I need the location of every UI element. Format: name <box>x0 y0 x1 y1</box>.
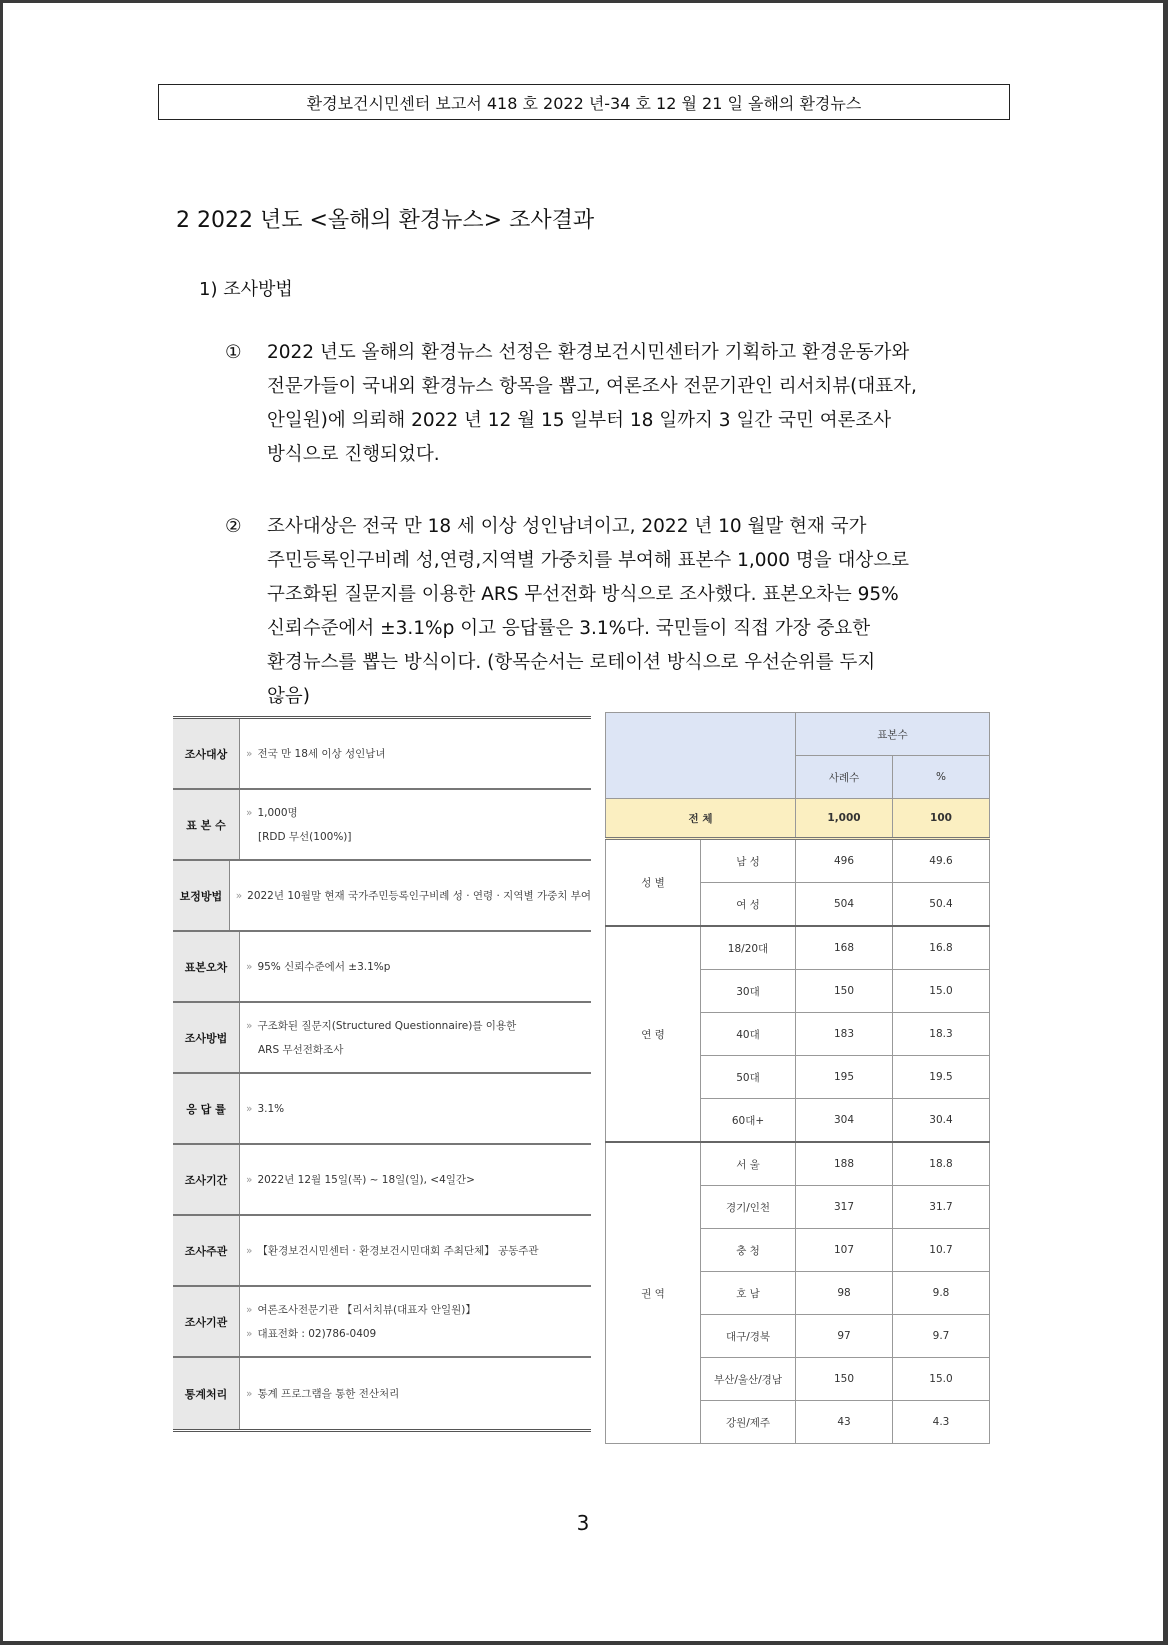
item-line: 방식으로 진행되었다. <box>267 444 440 465</box>
row-value: 전국 만 18세 이상 성인남녀 <box>257 747 386 760</box>
group-label: 권 역 <box>606 1142 701 1444</box>
row-count: 183 <box>796 1013 893 1056</box>
row-count: 168 <box>796 926 893 970</box>
row-count: 98 <box>796 1272 893 1315</box>
table-row: 조사대상 » 전국 만 18세 이상 성인남녀 <box>173 719 591 790</box>
row-percent: 9.8 <box>893 1272 990 1315</box>
table-row-total <box>606 799 990 839</box>
item-line: 주민등록인구비례 성,연령,지역별 가중치를 부여해 표본수 1,000 명을 대상으로 <box>267 550 910 571</box>
item-line: 전문가들이 국내외 환경뉴스 항목을 뽑고, 여론조사 전문기관인 리서치뷰(대표자, <box>267 376 917 397</box>
total-percent: 100 <box>893 799 990 839</box>
table-row: 표 본 수 » 1,000명 [RDD 무선(100%)] <box>173 790 591 861</box>
table-row: 조사기관 » 여론조사전문기관 【리서치뷰(대표자 안일원)】 » 대표전화 : 02)786-0409 <box>173 1287 591 1358</box>
total-count: 1,000 <box>796 799 893 839</box>
table-row: 응 답 률 » 3.1% <box>173 1074 591 1145</box>
table-row <box>606 1142 990 1186</box>
row-value: 1,000명 <box>257 806 298 819</box>
row-percent: 18.8 <box>893 1142 990 1186</box>
row-percent: 19.5 <box>893 1056 990 1099</box>
row-percent: 15.0 <box>893 970 990 1013</box>
row-value: 2022년 12월 15일(목) ~ 18일(일), <4일간> <box>257 1173 475 1186</box>
row-count: 150 <box>796 1358 893 1401</box>
row-percent: 15.0 <box>893 1358 990 1401</box>
item-line: 구조화된 질문지를 이용한 ARS 무선전화 방식으로 조사했다. 표본오차는 95% <box>267 584 899 605</box>
row-label: 부산/울산/경남 <box>701 1358 796 1401</box>
row-percent: 4.3 <box>893 1401 990 1444</box>
item-line: 환경뉴스를 뽑는 방식이다. (항목순서는 로테이션 방식으로 우선순위를 두지 <box>267 652 876 673</box>
row-value: 여론조사전문기관 【리서치뷰(대표자 안일원)】 <box>257 1303 476 1316</box>
row-key: 조사기관 <box>173 1287 240 1356</box>
row-count: 43 <box>796 1401 893 1444</box>
subsection-title: 1) 조사방법 <box>199 279 293 300</box>
row-count: 317 <box>796 1186 893 1229</box>
row-value: 95% 신뢰수준에서 ±3.1%p <box>257 960 391 973</box>
row-key: 조사주관 <box>173 1216 240 1285</box>
header-count: 사례수 <box>796 756 893 799</box>
row-count: 150 <box>796 970 893 1013</box>
header-percent: % <box>893 756 990 799</box>
row-label: 60대+ <box>701 1099 796 1143</box>
row-key: 표본오차 <box>173 932 240 1001</box>
row-key: 통계처리 <box>173 1358 240 1429</box>
row-label: 대구/경북 <box>701 1315 796 1358</box>
row-label: 30대 <box>701 970 796 1013</box>
row-label: 강원/제주 <box>701 1401 796 1444</box>
survey-overview-table <box>173 716 591 1432</box>
group-label: 연 령 <box>606 926 701 1142</box>
table-row: 조사주관 » 【환경보건시민센터 · 환경보건시민대회 주최단체】 공동주관 <box>173 1216 591 1287</box>
row-key: 표 본 수 <box>173 790 240 859</box>
row-value: 대표전화 : 02)786-0409 <box>257 1327 377 1340</box>
row-label: 서 울 <box>701 1142 796 1186</box>
page-number: 3 <box>576 1511 590 1535</box>
item-line: 조사대상은 전국 만 18 세 이상 성인남녀이고, 2022 년 10 월말 현재 국가 <box>267 516 867 537</box>
row-value: [RDD 무선(100%)] <box>258 830 352 843</box>
table-row: 조사기간 » 2022년 12월 15일(목) ~ 18일(일), <4일간> <box>173 1145 591 1216</box>
row-label: 40대 <box>701 1013 796 1056</box>
table-row <box>606 926 990 970</box>
item-line: 않음) <box>267 686 310 707</box>
row-key: 조사기간 <box>173 1145 240 1214</box>
row-value: 구조화된 질문지(Structured Questionnaire)를 이용한 <box>257 1019 517 1032</box>
row-count: 97 <box>796 1315 893 1358</box>
report-header <box>158 84 1010 120</box>
sample-size-table <box>605 712 990 1444</box>
row-percent: 31.7 <box>893 1186 990 1229</box>
table-row: 보정방법 » 2022년 10월말 현재 국가주민등록인구비례 성 · 연령 · 지역별 가중치 부여 <box>173 861 591 932</box>
table-row <box>606 839 990 883</box>
row-percent: 9.7 <box>893 1315 990 1358</box>
item-number: ① <box>225 342 242 363</box>
row-label: 호 남 <box>701 1272 796 1315</box>
row-count: 304 <box>796 1099 893 1143</box>
row-percent: 30.4 <box>893 1099 990 1143</box>
row-label: 남 성 <box>701 839 796 883</box>
row-count: 496 <box>796 839 893 883</box>
group-label: 성 별 <box>606 839 701 927</box>
row-value: ARS 무선전화조사 <box>258 1043 344 1056</box>
header-blank <box>606 713 796 799</box>
row-percent: 18.3 <box>893 1013 990 1056</box>
report-header-text: 환경보건시민센터 보고서 418 호 2022 년-34 호 12 월 21 일 올해의 환경뉴스 <box>306 93 862 113</box>
row-value: 2022년 10월말 현재 국가주민등록인구비례 성 · 연령 · 지역별 가중치 부여 <box>247 889 591 902</box>
row-percent: 10.7 <box>893 1229 990 1272</box>
row-value: 【환경보건시민센터 · 환경보건시민대회 주최단체】 공동주관 <box>257 1244 539 1257</box>
item-number: ② <box>225 516 242 537</box>
row-percent: 16.8 <box>893 926 990 970</box>
row-key: 조사방법 <box>173 1003 240 1072</box>
row-key: 조사대상 <box>173 719 240 788</box>
row-value: 3.1% <box>257 1102 285 1115</box>
row-key: 보정방법 <box>173 861 230 930</box>
row-percent: 49.6 <box>893 839 990 883</box>
item-line: 안일원)에 의뢰해 2022 년 12 월 15 일부터 18 일까지 3 일간 국민 여론조사 <box>267 410 892 431</box>
item-line: 신뢰수준에서 ±3.1%p 이고 응답률은 3.1%다. 국민들이 직접 가장 중요한 <box>267 618 871 639</box>
row-percent: 50.4 <box>893 883 990 927</box>
row-count: 188 <box>796 1142 893 1186</box>
row-label: 충 청 <box>701 1229 796 1272</box>
row-label: 여 성 <box>701 883 796 927</box>
row-count: 504 <box>796 883 893 927</box>
row-value: 통계 프로그램을 통한 전산처리 <box>257 1387 400 1400</box>
table-row: 통계처리 » 통계 프로그램을 통한 전산처리 <box>173 1358 591 1429</box>
row-label: 경기/인천 <box>701 1186 796 1229</box>
row-count: 107 <box>796 1229 893 1272</box>
row-label: 50대 <box>701 1056 796 1099</box>
row-key: 응 답 률 <box>173 1074 240 1143</box>
total-label: 전 체 <box>606 799 796 839</box>
table-row: 표본오차 » 95% 신뢰수준에서 ±3.1%p <box>173 932 591 1003</box>
row-label: 18/20대 <box>701 926 796 970</box>
section-title: 2 2022 년도 <올해의 환경뉴스> 조사결과 <box>176 208 595 233</box>
item-line: 2022 년도 올해의 환경뉴스 선정은 환경보건시민센터가 기획하고 환경운동가와 <box>267 342 910 363</box>
document-page <box>3 3 1163 1641</box>
table-row: 조사방법 » 구조화된 질문지(Structured Questionnaire)를 이용한 ARS 무선전화조사 <box>173 1003 591 1074</box>
row-count: 195 <box>796 1056 893 1099</box>
header-sample: 표본수 <box>796 713 990 756</box>
